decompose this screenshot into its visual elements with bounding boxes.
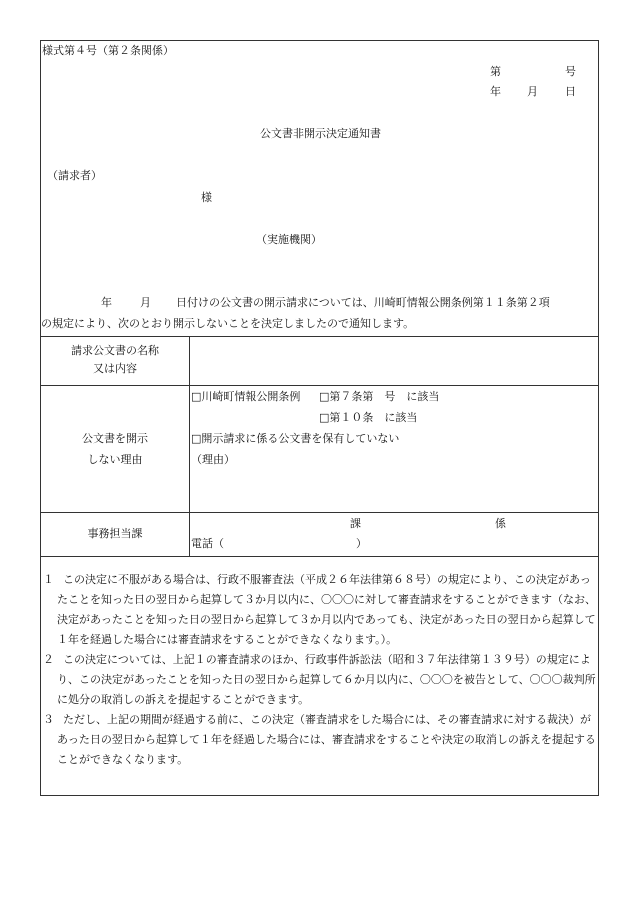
dept-section: 課 [350, 517, 361, 530]
note-3-number: ３ [43, 713, 54, 726]
reason-checkbox-no-document[interactable]: □開示請求に係る公文書を保有していない [191, 432, 400, 445]
body-month: 月 [140, 296, 151, 309]
document-title: 公文書非開示決定通知書 [260, 127, 381, 140]
table-bottom-border [41, 556, 598, 557]
reason-checkbox-ordinance[interactable]: □川崎町情報公開条例 [191, 390, 301, 403]
note-2 [43, 650, 596, 710]
form-number: 様式第４号（第２条関係） [42, 44, 174, 57]
row2-label-2: しない理由 [87, 453, 143, 466]
date-day: 日 [565, 85, 576, 98]
note-1-text: この決定に不服がある場合は、行政不服審査法（平成２６年法律第６８号）の規定により、この決定があったことを知った日の翌日から起算して３か月以内に、〇〇〇に対して審査請求をすることができます（なお、決定があったことを知った日の翌日から起算して３か月以内であっても、決定があった日の翌日から起算して１年を経過した場合には審査請求をすることができなくなります。）。 [57, 573, 596, 646]
note-2-text: この決定については、上記１の審査請求のほか、行政事件訴訟法（昭和３７年法律第１３９号）の規定により、この決定があったことを知った日の翌日から起算して６か月以内に、〇〇〇を被告として、〇〇〇裁判所に処分の取消しの訴えを提起することができます。 [57, 653, 596, 706]
note-3 [43, 710, 596, 770]
note-2-number: ２ [43, 653, 54, 666]
table-row2-border [41, 512, 598, 513]
agency-label: （実施機関） [256, 233, 322, 246]
requester-label: （請求者） [47, 169, 102, 182]
table-top-border [41, 336, 598, 337]
table-row1-border [41, 385, 598, 386]
date-month: 月 [527, 85, 538, 98]
doc-number-prefix: 第 [490, 65, 501, 78]
row1-label-2: 又は内容 [93, 362, 137, 375]
row3-label: 事務担当課 [87, 527, 143, 540]
date-year: 年 [490, 85, 501, 98]
note-1-number: １ [43, 573, 54, 586]
doc-number-suffix: 号 [565, 65, 576, 78]
notice-form [40, 40, 599, 796]
row1-label-1: 請求公文書の名称 [71, 344, 159, 357]
note-3-text: ただし、上記の期間が経過する前に、この決定（審査請求をした場合には、その審査請求に対する裁決）があった日の翌日から起算して１年を経過した場合には、審査請求をすることや決定の取消しの訴えを提起することができなくなります。 [57, 713, 596, 766]
note-1 [43, 570, 596, 650]
body-year: 年 [101, 296, 112, 309]
reason-label: （理由） [191, 453, 235, 466]
honorific: 様 [201, 191, 212, 204]
row2-label-1: 公文書を開示 [82, 432, 148, 445]
dept-subsection: 係 [495, 517, 506, 530]
reason-checkbox-article10[interactable]: □第１０条 に該当 [319, 411, 418, 424]
body-line1: 日付けの公文書の開示請求については、川崎町情報公開条例第１１条第２項 [176, 296, 550, 309]
body-line2: の規定により、次のとおり開示しないことを決定しましたので通知します。 [41, 317, 415, 330]
reason-checkbox-article7[interactable]: □第７条第 号 に該当 [319, 390, 440, 403]
phone-field: 電話（ ） [191, 537, 367, 550]
table-column-divider [189, 336, 190, 556]
